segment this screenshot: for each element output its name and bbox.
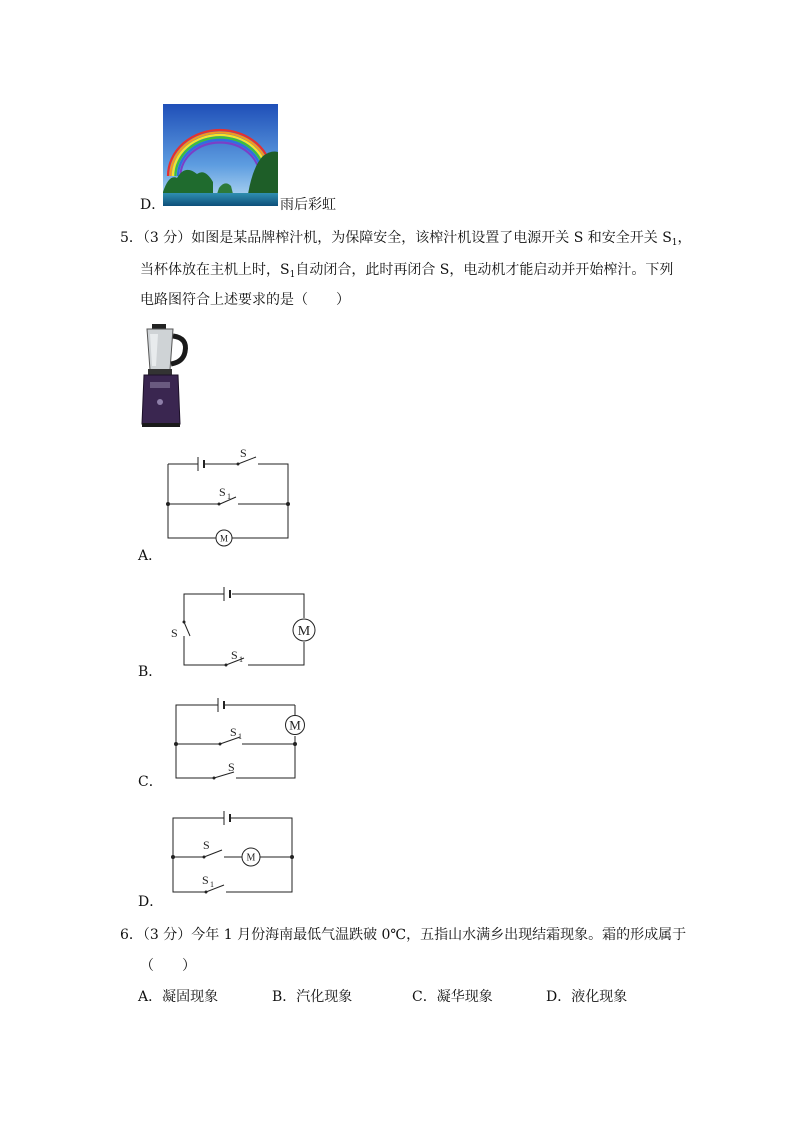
circuit-a [160,442,300,550]
rainbow-image [163,104,278,206]
circuit-c [168,692,308,784]
circuit-d [166,805,306,897]
q6-choice-d: D．液化现象 [546,989,628,1005]
juicer-image [138,324,192,428]
q6-choice-c: C．凝华现象 [412,989,493,1005]
option-d-circuit-label: D． [138,894,164,910]
circuit-b-s1-label: S [231,648,238,662]
option-c-label: C． [138,774,163,790]
circuit-a-s-label: S [240,446,247,460]
circuit-a-motor-label: M [219,533,229,544]
q6-choice-b: B．汽化现象 [272,989,353,1005]
q5-stem-line2: 当杯体放在主机上时，$S_1$自动闭合，此时再闭合 S，电动机才能启动并开始榨汁。下列 [140,262,674,280]
circuit-a-s1-sub: 1 [227,492,231,501]
option-a-label: A． [138,548,163,564]
circuit-c-s1-sub: 1 [238,732,242,741]
option-d-letter: D． [140,197,166,213]
circuit-b [168,580,318,672]
option-d-caption: 雨后彩虹 [280,197,336,213]
circuit-d-s1-label: S [202,873,209,887]
circuit-d-s-label: S [203,838,210,852]
option-b-label: B． [138,664,163,680]
q6-stem-line1: 6．（3 分）今年 1 月份海南最低气温跌破 0℃，五指山水满乡出现结霜现象。霜的形成属于 [120,927,687,943]
circuit-a-s1-label: S [219,485,226,499]
q5-stem-line1: 5．（3 分）如图是某品牌榨汁机，为保障安全，该榨汁机设置了电源开关 S 和安全开关 $S_1$， [120,230,692,248]
circuit-c-s1-label: S [230,725,237,739]
circuit-d-s1-sub: 1 [210,880,214,889]
circuit-b-s-label: S [171,626,178,640]
circuit-c-s-label: S [228,760,235,774]
circuit-c-motor-label: M [289,717,301,733]
q6-stem-line2: （ ） [140,958,196,974]
circuit-b-motor-label: M [297,624,311,639]
circuit-d-motor-label: M [246,852,256,864]
q5-stem-line3: 电路图符合上述要求的是（ ） [140,292,350,308]
circuit-b-s1-sub: 1 [239,655,243,664]
q6-choice-a: A．凝固现象 [138,989,219,1005]
